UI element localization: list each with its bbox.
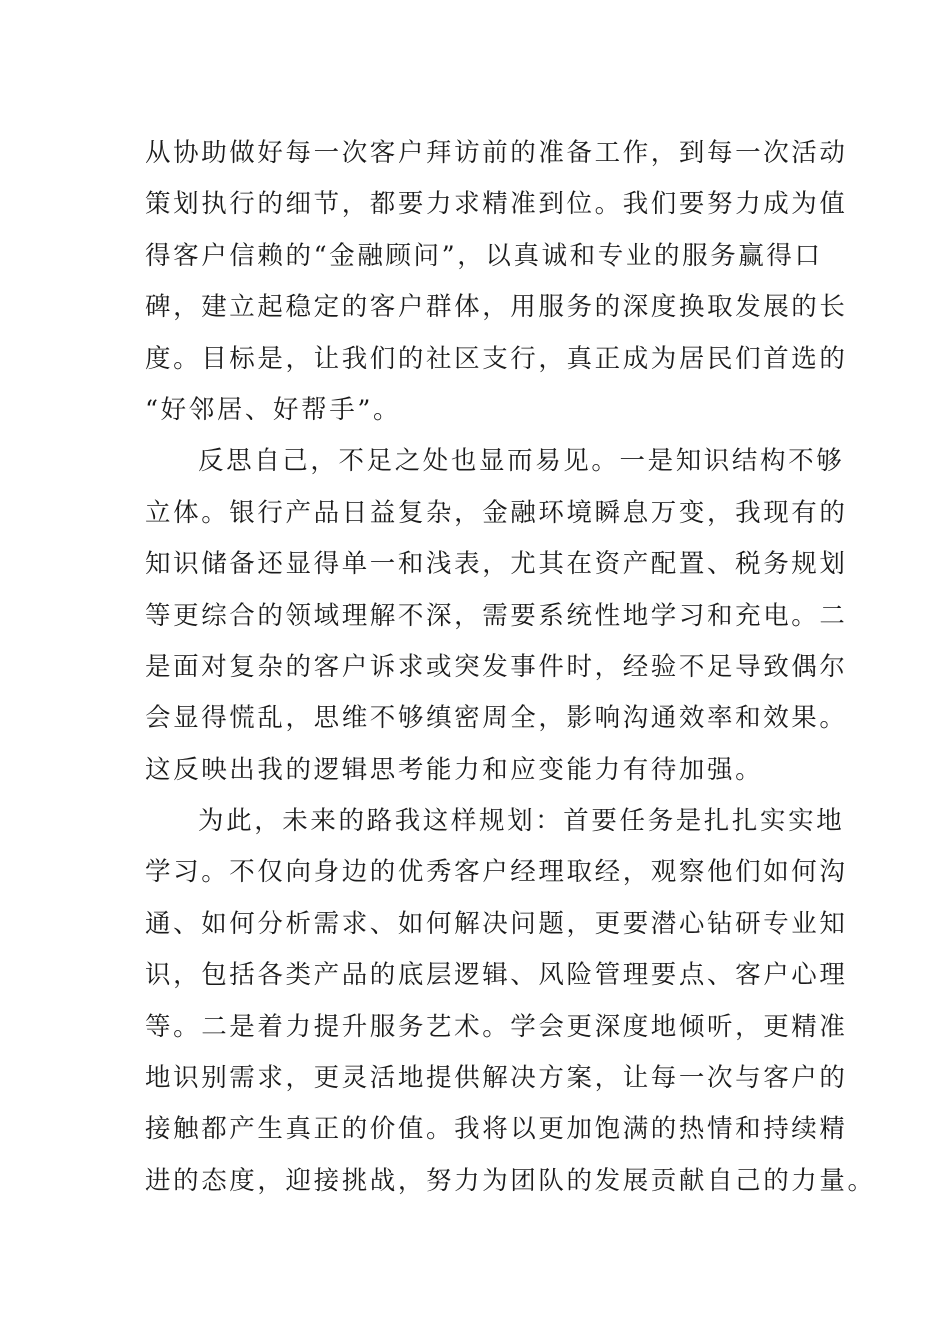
text-line: 会显得慌乱，思维不够缜密周全，影响沟通效率和效果。 (145, 703, 848, 734)
paragraph-start-line: 反思自己，不足之处也显而易见。一是知识结构不够 (198, 446, 845, 477)
text-line: 碑，建立起稳定的客户群体，用服务的深度换取发展的长 (145, 292, 848, 323)
text-line: 得客户信赖的“金融顾问”，以真诚和专业的服务赢得口 (145, 240, 823, 271)
text-line: 策划执行的细节，都要力求精准到位。我们要努力成为值 (145, 189, 848, 220)
text-line: 等更综合的领域理解不深，需要系统性地学习和充电。二 (145, 600, 848, 631)
text-line: 是面对复杂的客户诉求或突发事件时，经验不足导致偶尔 (145, 651, 848, 682)
text-line: “好邻居、好帮手”。 (145, 394, 402, 425)
text-line: 度。目标是，让我们的社区支行，真正成为居民们首选的 (145, 343, 848, 374)
text-line: 通、如何分析需求、如何解决问题，更要潜心钻研专业知 (145, 908, 848, 939)
body-text (145, 128, 876, 1207)
text-line: 学习。不仅向身边的优秀客户经理取经，观察他们如何沟 (145, 857, 848, 888)
text-line: 识，包括各类产品的底层逻辑、风险管理要点、客户心理 (145, 960, 848, 991)
text-line: 等。二是着力提升服务艺术。学会更深度地倾听，更精准 (145, 1011, 848, 1042)
text-line: 进的态度，迎接挑战，努力为团队的发展贡献自己的力量。 (145, 1165, 876, 1196)
text-line: 这反映出我的逻辑思考能力和应变能力有待加强。 (145, 754, 764, 785)
text-line: 知识储备还显得单一和浅表，尤其在资产配置、税务规划 (145, 549, 848, 580)
text-line: 地识别需求，更灵活地提供解决方案，让每一次与客户的 (145, 1063, 848, 1094)
paragraph-start-line: 为此，未来的路我这样规划：首要任务是扎扎实实地 (198, 806, 845, 837)
text-line: 从协助做好每一次客户拜访前的准备工作，到每一次活动 (145, 138, 848, 168)
text-line: 立体。银行产品日益复杂，金融环境瞬息万变，我现有的 (145, 497, 848, 528)
text-line: 接触都产生真正的价值。我将以更加饱满的热情和持续精 (145, 1114, 848, 1145)
